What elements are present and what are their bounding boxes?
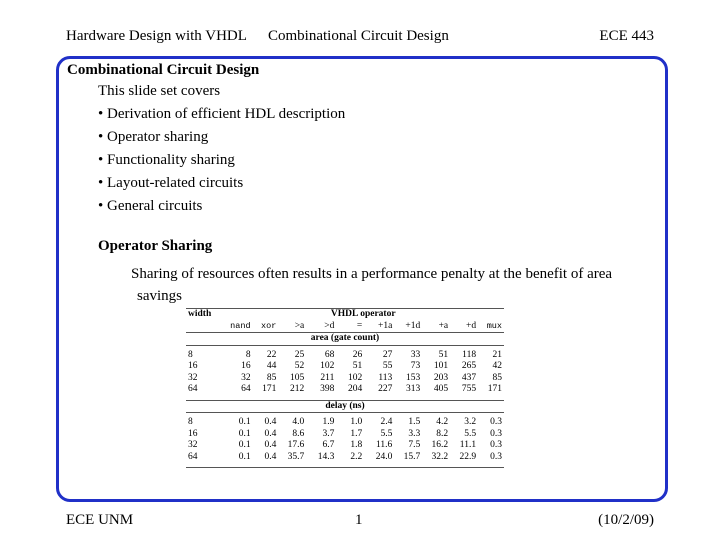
column-header: +d [450,321,478,333]
table-cell: 4.0 [292,417,305,427]
table-row [186,361,504,373]
table-cell: 6.7 [322,440,335,450]
table-cell: 26 [352,349,363,360]
table-cell: 105 [290,372,305,383]
width-cell: 64 [188,384,198,394]
list-item: • Operator sharing [98,129,209,145]
paragraph-line-2: savings [137,288,182,304]
section-paragraph [131,263,661,307]
table-cell: 211 [320,372,335,383]
table-cell: 42 [492,361,502,371]
table-cell: 1.7 [350,428,363,439]
table-cell: 16.2 [431,440,449,450]
column-header: >a [278,321,306,333]
delay-rows [186,417,504,463]
area-section-label: area (gate count) [186,333,504,346]
table-cell: 64 [241,384,251,394]
table-cell: 3.7 [322,428,335,439]
width-cell: 32 [188,440,198,450]
table-cell: 32.2 [431,451,449,462]
table-cell: 5.5 [380,428,393,439]
table-cell: 0.1 [238,451,251,462]
table-cell: 153 [405,372,421,383]
width-cell: 16 [188,428,198,439]
delay-section-row [186,400,504,413]
column-header: mux [478,321,504,333]
header-course-title: Hardware Design with VHDL [66,28,247,44]
table-row [186,417,504,429]
column-header: +1a [364,321,394,333]
table-cell: 405 [433,384,449,394]
table-row [186,350,504,362]
table-cell: 51 [352,361,363,371]
table-cell: 118 [462,349,477,360]
list-item: • General circuits [98,198,203,214]
width-cell: 8 [188,349,193,360]
table-cell: 102 [348,372,363,383]
table-cell: 4.2 [436,417,449,427]
footer-department: ECE UNM [66,512,134,528]
column-header: +a [422,321,450,333]
list-item: • Derivation of efficient HDL description [98,106,346,122]
table-cell: 171 [487,384,502,394]
width-column-header: width [186,309,223,321]
table-cell: 113 [378,372,393,383]
column-header: xor [253,321,279,333]
table-cell: 15.7 [403,451,421,462]
table-cell: 171 [262,384,277,394]
table-cell: 0.4 [264,428,277,439]
table-cell: 3.2 [464,417,477,427]
slide-heading: Combinational Circuit Design [67,62,260,78]
table-cell: 85 [492,372,502,383]
list-item: • Functionality sharing [98,152,235,168]
table-cell: 32 [241,372,251,383]
header-course-number: ECE 443 [599,28,654,44]
table-cell: 265 [461,361,477,371]
table-cell: 437 [461,372,477,383]
area-section-row [186,333,504,346]
table-cell: 212 [290,384,305,394]
table-cell: 24.0 [375,451,393,462]
section-heading: Operator Sharing [98,238,213,254]
list-item: • Layout-related circuits [98,175,244,191]
intro-text: This slide set covers [98,83,221,99]
table-cell: 5.5 [464,428,477,439]
table-cell: 227 [378,384,393,394]
table-cell: 27 [382,349,393,360]
width-cell: 32 [188,372,198,383]
page-number: 1 [355,512,363,528]
table-cell: 25 [294,349,305,360]
table-cell: 52 [294,361,305,371]
table-operator-header-row [186,321,504,333]
table-cell: 1.5 [408,417,421,427]
table-cell: 0.1 [238,440,251,450]
table-cell: 22.9 [459,451,477,462]
table-row [186,452,504,464]
table-cell: 33 [410,349,421,360]
table-cell: 8.2 [436,428,449,439]
delay-section-label: delay (ns) [186,400,504,413]
table-row [186,384,504,396]
table-cell: 755 [461,384,477,394]
table-cell: 3.3 [408,428,421,439]
table-cell: 85 [266,372,277,383]
table-cell: 0.3 [490,440,502,450]
operator-table [186,308,504,468]
table-cell: 16 [241,361,251,371]
table-cell: 21 [492,349,502,360]
table-cell: 203 [433,372,449,383]
width-cell: 64 [188,451,198,462]
table-cell: 2.4 [380,417,393,427]
table-cell: 14.3 [317,451,335,462]
header-topic: Combinational Circuit Design [268,28,449,44]
table-cell: 73 [410,361,421,371]
width-cell: 8 [188,417,193,427]
footer-date: (10/2/09) [598,512,654,528]
table-cell: 22 [266,349,277,360]
width-cell: 16 [188,361,198,371]
table-cell: 102 [320,361,335,371]
table-cell: 2.2 [350,451,363,462]
table-cell: 1.8 [350,440,363,450]
table-cell: 204 [348,384,363,394]
table-cell: 51 [438,349,449,360]
table-cell: 11.1 [459,440,477,450]
table-cell: 11.6 [376,440,393,450]
column-header: +1d [394,321,422,333]
table-cell: 17.6 [287,440,305,450]
table-row [186,429,504,441]
column-header: = [336,321,364,333]
table-cell: 55 [382,361,393,371]
table-cell: 0.1 [238,428,251,439]
table-cell: 0.3 [490,451,502,462]
topic-list [98,106,345,221]
column-header: >d [306,321,336,333]
table-cell: 8 [245,349,251,360]
column-header: nand [223,321,253,333]
table-cell: 44 [266,361,277,371]
table-cell: 1.9 [322,417,335,427]
table-row [186,440,504,452]
table-cell: 0.3 [490,417,502,427]
area-rows [186,350,504,396]
paragraph-line-1: Sharing of resources often results in a performance penalty at the benefit of area [131,266,613,282]
table-cell: 1.0 [350,417,363,427]
table-cell: 313 [405,384,421,394]
table-cell: 0.1 [238,417,251,427]
table-cell: 0.4 [264,440,277,450]
table-cell: 8.6 [292,428,305,439]
table-cell: 7.5 [408,440,421,450]
table-group-header-row [186,309,504,321]
table-cell: 0.4 [264,451,277,462]
table-row [186,373,504,385]
table-cell: 101 [433,361,449,371]
table-cell: 68 [324,349,335,360]
table-cell: 398 [320,384,335,394]
table-cell: 35.7 [287,451,305,462]
table-cell: 0.4 [264,417,277,427]
operator-group-header: VHDL operator [223,309,504,321]
table-cell: 0.3 [490,428,502,439]
